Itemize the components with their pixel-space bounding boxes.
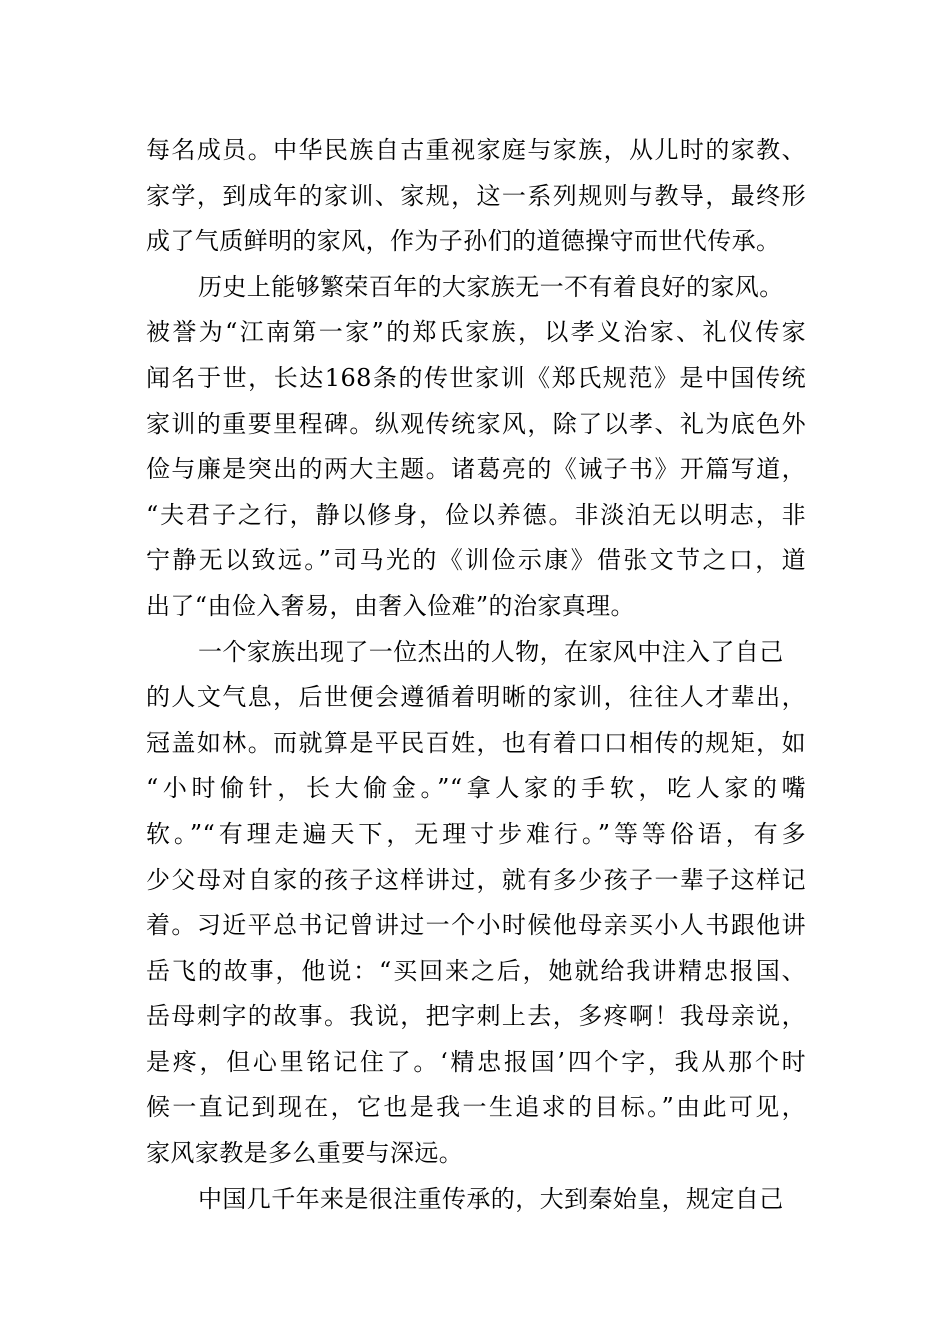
text-line: 家风家教是多么重要与深远。	[146, 1139, 464, 1168]
text-line: 被誉为“江南第一家”的郑氏家族，以孝义治家、礼仪传家	[146, 318, 806, 347]
text-line: 家学，到成年的家训、家规，这一系列规则与教导，最终形	[146, 181, 806, 210]
text-line: 岳飞的故事，他说：“买回来之后，她就给我讲精忠报国、	[146, 956, 806, 985]
text-line: 是疼，但心里铭记住了。‘精忠报国’四个字，我从那个时	[146, 1047, 806, 1076]
text-line: 出了“由俭入奢易，由奢入俭难”的治家真理。	[146, 591, 635, 620]
text-line: 软。”“有理走遍天下，无理寸步难行。”等等俗语，有多	[146, 819, 806, 848]
text-line: “小时偷针，长大偷金。”“拿人家的手软，吃人家的嘴	[146, 774, 806, 803]
text-line: 的人文气息，后世便会遵循着明晰的家训，往往人才辈出，	[146, 683, 806, 712]
text-line: “夫君子之行，静以修身，俭以养德。非淡泊无以明志，非	[146, 500, 806, 529]
body-text	[146, 128, 806, 1222]
paragraph-first-line: 历史上能够繁荣百年的大家族无一不有着良好的家风。	[198, 272, 784, 301]
text-line: 成了气质鲜明的家风，作为子孙们的道德操守而世代传承。	[146, 227, 781, 256]
text-line: 俭与廉是突出的两大主题。诸葛亮的《诫子书》开篇写道，	[146, 455, 806, 484]
text-line: 宁静无以致远。”司马光的《训俭示康》借张文节之口，道	[146, 546, 806, 575]
text-line: 冠盖如林。而就算是平民百姓，也有着口口相传的规矩，如	[146, 728, 806, 757]
text-line: 岳母刺字的故事。我说，把字刺上去，多疼啊！我母亲说，	[146, 1002, 806, 1031]
text-line: 候一直记到现在，它也是我一生追求的目标。”由此可见，	[146, 1093, 806, 1122]
text-line: 少父母对自家的孩子这样讲过，就有多少孩子一辈子这样记	[146, 865, 806, 894]
paragraph-first-line: 一个家族出现了一位杰出的人物，在家风中注入了自己	[198, 637, 784, 666]
text-line: 家训的重要里程碑。纵观传统家风，除了以孝、礼为底色外	[146, 409, 806, 438]
paragraph-first-line: 中国几千年来是很注重传承的，大到秦始皇，规定自己	[198, 1184, 784, 1213]
text-line: 每名成员。中华民族自古重视家庭与家族，从儿时的家教、	[146, 136, 806, 164]
text-line: 着。习近平总书记曾讲过一个小时候他母亲买小人书跟他讲	[146, 911, 806, 940]
text-line: 闻名于世，长达168条的传世家训《郑氏规范》是中国传统	[146, 363, 806, 392]
